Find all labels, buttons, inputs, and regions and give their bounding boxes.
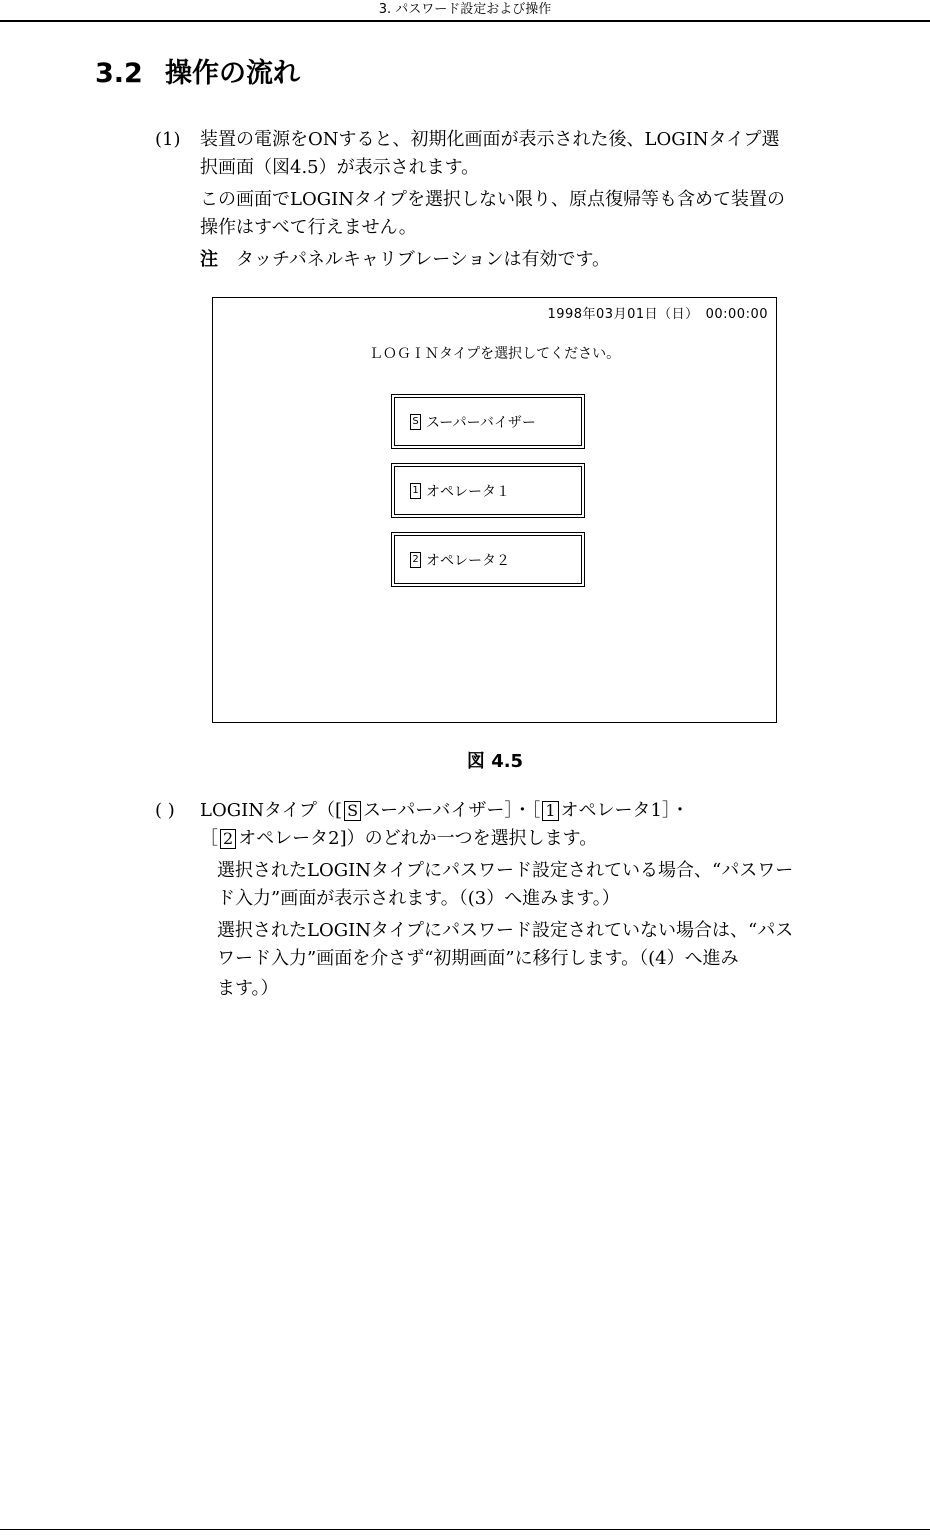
section-heading: 操作の流れ <box>165 58 300 89</box>
step1-line3: この画面でLOGINタイプを選択しない限り、原点復帰等も含めて装置の <box>200 189 786 210</box>
step2-line6: ワード入力”画面を介さず“初期画面”に移行します。（(4）へ進み <box>217 948 739 969</box>
screen-prompt: ＬＯＧＩＮタイプを選択してください。 <box>368 346 621 362</box>
step2-line5: 選択されたLOGINタイプにパスワード設定されていない場合は、“パス <box>217 920 794 941</box>
section-number: 3.2 <box>95 58 143 89</box>
step2-line3: 選択されたLOGINタイプにパスワード設定されている場合、“パスワー <box>217 860 794 881</box>
step1-line1: 装置の電源をONすると、初期化画面が表示された後、LOGINタイプ選 <box>200 129 780 150</box>
step1-line2: 択画面（図4.5）が表示されます。 <box>200 157 480 178</box>
key-1-box: 1 <box>542 801 558 821</box>
step1-number: (1) <box>155 129 181 150</box>
screen-datetime: 1998年03月01日（日） 00:00:00 <box>547 307 768 322</box>
step2-line2 <box>200 825 597 853</box>
step1-line4: 操作はすべて行えません。 <box>200 217 417 238</box>
step2-line1-a: LOGINタイプ（[ <box>200 800 343 821</box>
step2-line4: ド入力”画面が表示されます。（(3）へ進みます。） <box>217 888 620 909</box>
operator1-button[interactable] <box>391 463 585 518</box>
step2-line2-a: ［ <box>200 828 218 849</box>
operator1-button-label: オペレータ１ <box>426 483 510 500</box>
step2-number: ( ) <box>155 800 175 821</box>
login-type-screen-figure <box>212 297 777 723</box>
key-2-icon: 2 <box>410 552 421 568</box>
key-s-box: S <box>344 801 361 821</box>
operator2-button-label: オペレータ２ <box>426 552 510 569</box>
step2-line1 <box>200 797 689 825</box>
step2-line1-b: スーパーバイザー］・［ <box>363 800 541 821</box>
key-s-icon: S <box>410 414 421 430</box>
step2-line7: ます。） <box>217 978 279 999</box>
note-text: タッチパネルキャリブレーションは有効です。 <box>236 249 611 270</box>
key-2-box: 2 <box>220 829 236 849</box>
step2-line1-c: オペレータ1］・ <box>560 800 689 821</box>
figure-caption: 図 4.5 <box>466 751 524 772</box>
operator2-button[interactable] <box>391 532 585 587</box>
step1-note <box>200 246 610 274</box>
running-header: 3. パスワード設定および操作 <box>0 0 930 22</box>
section-title <box>95 54 300 94</box>
supervisor-button[interactable] <box>391 394 585 449</box>
note-label: 注 <box>200 249 218 270</box>
key-1-icon: 1 <box>410 483 421 499</box>
step2-line2-b: オペレータ2]）のどれか一つを選択します。 <box>238 828 598 849</box>
supervisor-button-label: スーパーバイザー <box>426 414 536 431</box>
footer-rule <box>0 1529 930 1530</box>
